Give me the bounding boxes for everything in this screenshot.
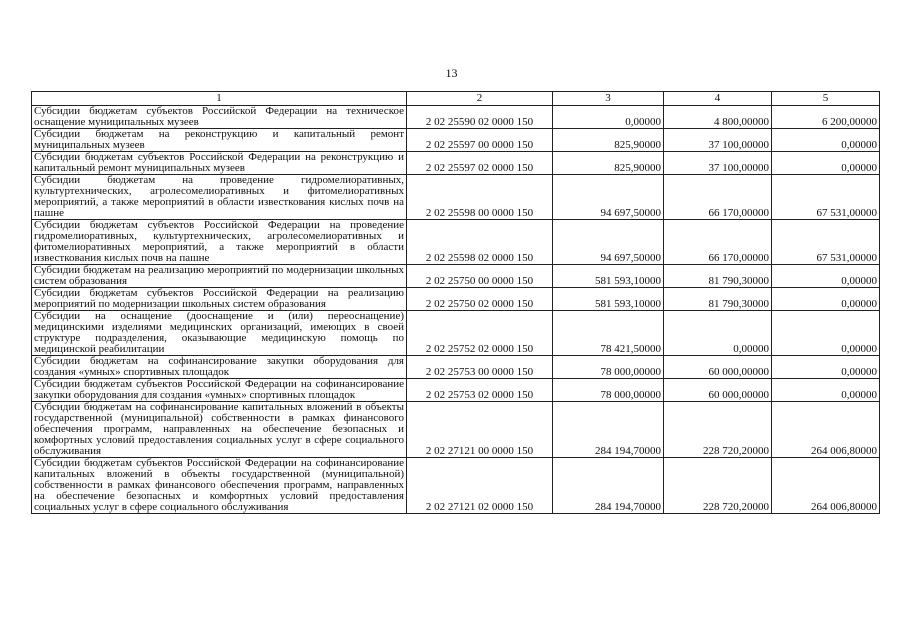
table-row: [32, 379, 880, 402]
row-value-4: 37 100,00000: [664, 129, 772, 152]
row-value-4: 66 170,00000: [664, 220, 772, 265]
row-value-4: 66 170,00000: [664, 175, 772, 220]
row-value-5: 0,00000: [772, 356, 880, 379]
row-code: 2 02 25753 02 0000 150: [407, 379, 553, 402]
row-value-4: 81 790,30000: [664, 265, 772, 288]
row-value-5: 0,00000: [772, 311, 880, 356]
row-value-5: 67 531,00000: [772, 220, 880, 265]
row-value-4: 81 790,30000: [664, 288, 772, 311]
row-value-5: 0,00000: [772, 288, 880, 311]
page-number: 13: [445, 66, 458, 80]
row-value-5: 264 006,80000: [772, 402, 880, 458]
row-value-4: 60 000,00000: [664, 356, 772, 379]
row-code: 2 02 25598 00 0000 150: [407, 175, 553, 220]
row-value-3: 581 593,10000: [553, 265, 664, 288]
row-name: Субсидии бюджетам на проведение гидромелиоративных, культуртехнических, агролесомелиоративных и фитомелиоративных мероприятий, а также мероприятий в области известкования кислых почв на пашне: [32, 175, 407, 220]
row-name: Субсидии на оснащение (дооснащение и (или) переоснащение) медицинскими изделиями медицинских организаций, имеющих в своей структуре подразделения, оказывающие медицинскую помощь по медицинской реабилитации: [32, 311, 407, 356]
row-name: Субсидии бюджетам субъектов Российской Федерации на реализацию мероприятий по модернизации школьных систем образования: [32, 288, 407, 311]
row-code: 2 02 27121 00 0000 150: [407, 402, 553, 458]
row-value-5: 0,00000: [772, 379, 880, 402]
row-value-5: 0,00000: [772, 152, 880, 175]
budget-table: [31, 91, 880, 514]
row-name: Субсидии бюджетам на реализацию мероприятий по модернизации школьных систем образования: [32, 265, 407, 288]
row-value-4: 228 720,20000: [664, 402, 772, 458]
row-code: 2 02 25750 02 0000 150: [407, 288, 553, 311]
row-value-3: 78 421,50000: [553, 311, 664, 356]
column-header-2: 2: [407, 92, 553, 106]
row-value-5: 264 006,80000: [772, 458, 880, 514]
table-row: [32, 311, 880, 356]
row-value-4: 0,00000: [664, 311, 772, 356]
row-value-5: 0,00000: [772, 265, 880, 288]
table-row: [32, 106, 880, 129]
column-header-5: 5: [772, 92, 880, 106]
table-row: [32, 129, 880, 152]
row-code: 2 02 25597 02 0000 150: [407, 152, 553, 175]
row-value-3: 284 194,70000: [553, 458, 664, 514]
row-value-5: 6 200,00000: [772, 106, 880, 129]
table-row: [32, 458, 880, 514]
table-row: [32, 265, 880, 288]
row-name: Субсидии бюджетам субъектов Российской Федерации на софинансирование капитальных вложений в объекты государственной (муниципальной) собственности в рамках финансового обеспечения программ, направленных на обеспечение безопасных и комфортных условий предоставления социальных услуг в сфере социального обслуживания: [32, 458, 407, 514]
row-code: 2 02 25597 00 0000 150: [407, 129, 553, 152]
row-code: 2 02 25590 02 0000 150: [407, 106, 553, 129]
row-value-3: 581 593,10000: [553, 288, 664, 311]
table-row: [32, 402, 880, 458]
row-name: Субсидии бюджетам на софинансирование закупки оборудования для создания «умных» спортивных площадок: [32, 356, 407, 379]
row-name: Субсидии бюджетам субъектов Российской Федерации на реконструкцию и капитальный ремонт муниципальных музеев: [32, 152, 407, 175]
row-value-3: 284 194,70000: [553, 402, 664, 458]
row-value-3: 825,90000: [553, 152, 664, 175]
table-row: [32, 175, 880, 220]
row-value-5: 0,00000: [772, 129, 880, 152]
row-value-3: 825,90000: [553, 129, 664, 152]
column-header-4: 4: [664, 92, 772, 106]
row-name: Субсидии бюджетам на софинансирование капитальных вложений в объекты государственной (муниципальной) собственности в рамках финансового обеспечения программ, направленных на обеспечение безопасных и комфортных условий предоставления социальных услуг в сфере социального обслуживания: [32, 402, 407, 458]
row-value-3: 78 000,00000: [553, 356, 664, 379]
table-row: [32, 356, 880, 379]
row-value-3: 94 697,50000: [553, 175, 664, 220]
row-value-4: 37 100,00000: [664, 152, 772, 175]
row-name: Субсидии бюджетам на реконструкцию и капитальный ремонт муниципальных музеев: [32, 129, 407, 152]
row-code: 2 02 25752 02 0000 150: [407, 311, 553, 356]
table-row: [32, 220, 880, 265]
row-name: Субсидии бюджетам субъектов Российской Федерации на техническое оснащение муниципальных музеев: [32, 106, 407, 129]
row-code: 2 02 27121 02 0000 150: [407, 458, 553, 514]
row-value-3: 94 697,50000: [553, 220, 664, 265]
row-code: 2 02 25750 00 0000 150: [407, 265, 553, 288]
row-value-4: 60 000,00000: [664, 379, 772, 402]
table-row: [32, 152, 880, 175]
row-code: 2 02 25753 00 0000 150: [407, 356, 553, 379]
table-row: [32, 288, 880, 311]
row-value-4: 4 800,00000: [664, 106, 772, 129]
row-name: Субсидии бюджетам субъектов Российской Федерации на софинансирование закупки оборудования для создания «умных» спортивных площадок: [32, 379, 407, 402]
row-code: 2 02 25598 02 0000 150: [407, 220, 553, 265]
column-header-3: 3: [553, 92, 664, 106]
row-value-3: 0,00000: [553, 106, 664, 129]
row-value-4: 228 720,20000: [664, 458, 772, 514]
row-name: Субсидии бюджетам субъектов Российской Федерации на проведение гидромелиоративных, культуртехнических, агролесомелиоративных и фитомелиоративных мероприятий, а также мероприятий в области известкования кислых почв на пашне: [32, 220, 407, 265]
header-row: [32, 92, 880, 106]
row-value-3: 78 000,00000: [553, 379, 664, 402]
column-header-1: 1: [32, 92, 407, 106]
row-value-5: 67 531,00000: [772, 175, 880, 220]
